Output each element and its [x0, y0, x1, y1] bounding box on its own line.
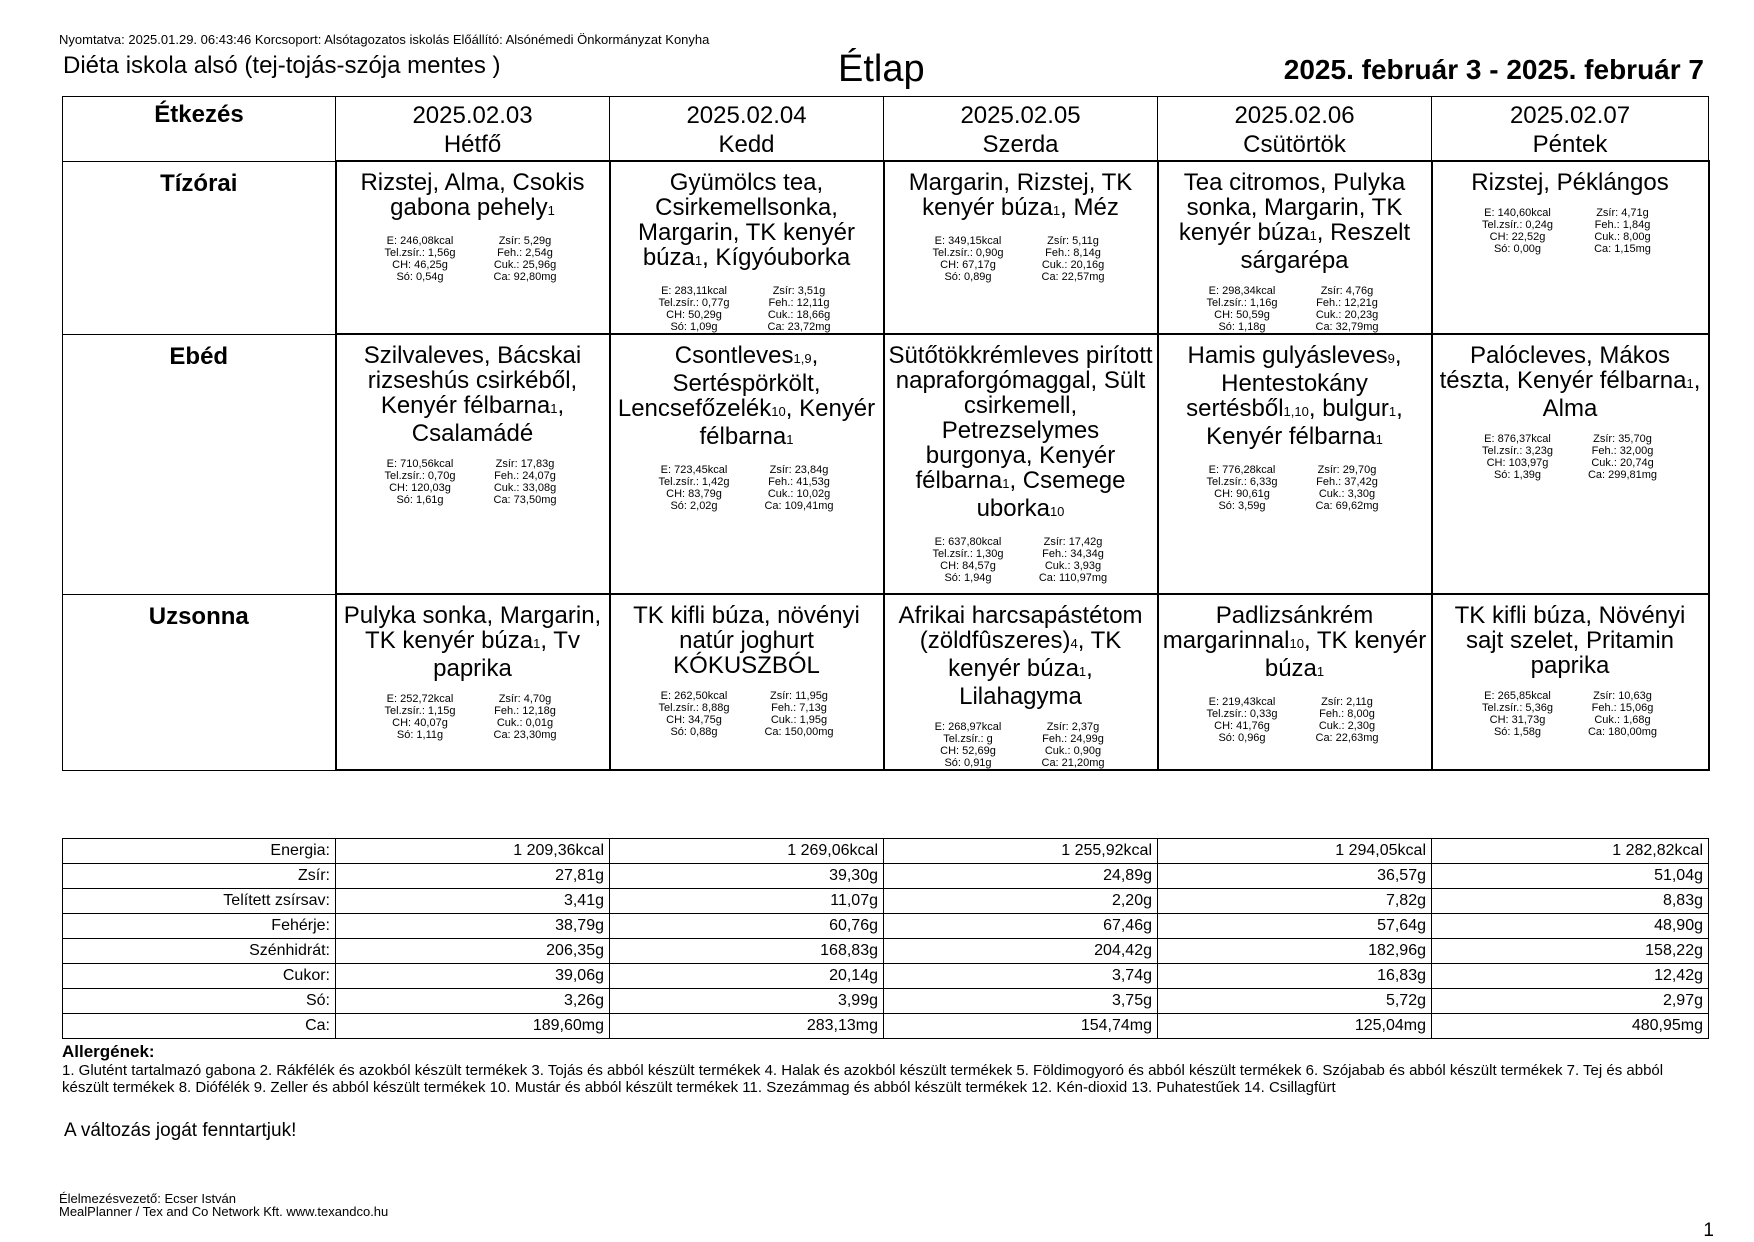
- total-value: 20,14g: [610, 964, 884, 989]
- total-value: 1 255,92kcal: [884, 839, 1158, 864]
- total-value: 60,76g: [610, 914, 884, 939]
- nutrition-info: [642, 464, 852, 512]
- nutrition-value: CH: 50,29g: [666, 309, 722, 321]
- meal-name: Tízórai: [63, 161, 336, 334]
- day-header: 2025.02.03 Hétfő: [336, 97, 610, 162]
- nutrition-value: Ca: 92,80mg: [493, 271, 557, 283]
- nutrition-value: Só: 0,96g: [1218, 732, 1266, 744]
- nutrition-value: Ca: 109,41mg: [764, 500, 834, 512]
- nutrition-value: Zsír: 4,71g: [1596, 207, 1649, 219]
- allergen-code: 1,9: [793, 351, 812, 366]
- total-row: [63, 939, 1709, 964]
- nutrition-value: Ca: 23,72mg: [767, 321, 831, 333]
- nutrition-value: Tel.zsír.: 5,36g: [1482, 702, 1553, 714]
- allergen-code: 1: [1002, 476, 1010, 491]
- nutrition-value: Feh.: 41,53g: [768, 476, 830, 488]
- nutrition-value: CH: 103,97g: [1486, 457, 1549, 469]
- nutrition-value: Feh.: 2,54g: [497, 247, 553, 259]
- nutrition-info: [642, 690, 852, 738]
- allergen-code: 10: [771, 404, 786, 419]
- nutrition-value: Zsír: 10,63g: [1593, 690, 1652, 702]
- total-value: 16,83g: [1158, 964, 1432, 989]
- menu-table: [62, 96, 1710, 771]
- dish-name: , TK kenyér búza: [948, 627, 1122, 682]
- total-value: 206,35g: [336, 939, 610, 964]
- total-value: 27,81g: [336, 864, 610, 889]
- day-header: 2025.02.04 Kedd: [610, 97, 884, 162]
- meal-cell: [336, 334, 610, 594]
- day-header-row: [63, 97, 1709, 162]
- nutrition-value: Ca: 73,50mg: [493, 494, 557, 506]
- meal-cell: [1432, 594, 1709, 770]
- nutrition-value: Ca: 21,20mg: [1041, 757, 1105, 769]
- meal-cell: [610, 594, 884, 770]
- meal-cell: [884, 334, 1158, 594]
- dish-text: [1433, 335, 1708, 427]
- nutrition-value: Zsír: 2,37g: [1046, 721, 1100, 733]
- total-label: Só:: [63, 989, 336, 1014]
- meal-column-header: Étkezés: [63, 97, 336, 162]
- dish-text: [337, 335, 609, 452]
- allergen-code: 1: [547, 203, 555, 218]
- dish-name: Padlizsánkrém margarinnal: [1162, 602, 1374, 654]
- date-range: 2025. február 3 - 2025. február 7: [1283, 54, 1704, 85]
- meal-cell: [1432, 161, 1709, 334]
- dish-name: Szilvaleves, Bácskai rizseshús csirkéből, Kenyér félbarna: [363, 342, 582, 419]
- nutrition-value: Cuk.: 8,00g: [1594, 231, 1651, 243]
- dish-name: Rizstej, Péklángos: [1471, 169, 1669, 196]
- nutrition-value: E: 246,08kcal: [386, 235, 454, 247]
- menu-subtitle: Diéta iskola alsó (tej-tojás-szója mentes ): [63, 52, 501, 79]
- total-value: 11,07g: [610, 889, 884, 914]
- dish-text: [885, 595, 1157, 715]
- dish-text: [337, 595, 609, 687]
- nutrition-value: E: 637,80kcal: [934, 536, 1002, 548]
- allergen-list: 1. Glutént tartalmazó gabona 2. Rákfélék és azokból készült termékek 3. Tojás és abból készült termékek 4. Halak és azokból készült termékek 5. Földimogyoró és abból készült termékek 6. Szójabab és abból készült termékek 7. Tej és abból készült termékek 8. Diófélék 9. Zeller és abból készült termékek 10. Mustár és abból készült termékek 11. Szezámmag és abból készült termékek 12. Kén-dioxid 13. Puhatestűek 14. Csillagfürt: [62, 1062, 1664, 1096]
- meal-cell: [884, 594, 1158, 770]
- nutrition-info: [916, 536, 1126, 584]
- nutrition-info: [1465, 690, 1675, 738]
- dish-name: , Kígyóuborka: [702, 244, 851, 271]
- nutrition-info: [916, 721, 1126, 769]
- total-label: Energia:: [63, 839, 336, 864]
- total-value: 204,42g: [884, 939, 1158, 964]
- dish-text: [1159, 335, 1431, 458]
- nutrition-value: Zsír: 2,11g: [1321, 696, 1373, 708]
- nutrition-value: Tel.zsír.: 0,33g: [1206, 708, 1278, 720]
- nutrition-value: Tel.zsír.: 0,70g: [384, 470, 456, 482]
- total-row: [63, 839, 1709, 864]
- total-value: 39,30g: [610, 864, 884, 889]
- nutrition-value: Cuk.: 25,96g: [493, 259, 557, 271]
- nutrition-value: CH: 41,76g: [1214, 720, 1270, 732]
- nutrition-value: Só: 1,94g: [944, 572, 992, 584]
- dish-name: , Hentestokány sertésből: [1186, 342, 1402, 422]
- dish-text: [885, 162, 1157, 229]
- nutrition-value: Ca: 22,57mg: [1041, 271, 1105, 283]
- nutrition-value: Ca: 22,63mg: [1315, 732, 1379, 744]
- nutrition-value: Zsír: 11,95g: [770, 690, 828, 702]
- nutrition-value: CH: 84,57g: [940, 560, 996, 572]
- dish-name: , Csemege uborka: [976, 467, 1126, 522]
- allergen-code: 9: [1387, 351, 1395, 366]
- total-value: 168,83g: [610, 939, 884, 964]
- total-value: 3,41g: [336, 889, 610, 914]
- nutrition-value: Ca: 69,62mg: [1315, 500, 1379, 512]
- nutrition-value: Zsír: 35,70g: [1593, 433, 1652, 445]
- meal-name: Uzsonna: [63, 594, 336, 770]
- nutrition-value: Feh.: 34,34g: [1042, 548, 1104, 560]
- allergen-code: 1: [1316, 664, 1325, 679]
- nutrition-value: Só: 0,91g: [944, 757, 992, 769]
- nutrition-value: Só: 0,89g: [944, 271, 992, 283]
- nutrition-value: Só: 1,58g: [1493, 726, 1542, 738]
- nutrition-value: Tel.zsír.: 1,15g: [384, 705, 456, 717]
- meal-row: [63, 161, 1709, 334]
- nutrition-value: Cuk.: 20,23g: [1315, 309, 1379, 321]
- nutrition-value: Feh.: 24,07g: [494, 470, 556, 482]
- nutrition-value: CH: 40,07g: [392, 717, 448, 729]
- allergen-code: 1: [533, 636, 541, 651]
- dish-text: [1433, 162, 1708, 201]
- footer-software: MealPlanner / Tex and Co Network Kft. www.texandco.hu: [59, 1204, 389, 1219]
- dish-name: , Kenyér félbarna: [699, 395, 876, 450]
- total-value: 3,74g: [884, 964, 1158, 989]
- allergen-code: 1: [550, 401, 558, 416]
- page-number: 1: [1703, 1220, 1714, 1241]
- total-value: 182,96g: [1158, 939, 1432, 964]
- total-label: Zsír:: [63, 864, 336, 889]
- meal-row: [63, 594, 1709, 770]
- nutrition-value: Cuk.: 1,95g: [770, 714, 828, 726]
- nutrition-value: E: 298,34kcal: [1208, 285, 1276, 297]
- dish-name: , Csalamádé: [411, 392, 565, 447]
- total-value: 189,60mg: [336, 1014, 610, 1039]
- nutrition-info: [1190, 285, 1400, 333]
- dish-name: , bulgur: [1308, 395, 1389, 422]
- meal-cell: [1432, 334, 1709, 594]
- total-value: 158,22g: [1432, 939, 1709, 964]
- total-value: 24,89g: [884, 864, 1158, 889]
- footer: [59, 1192, 388, 1218]
- nutrition-value: CH: 83,79g: [666, 488, 722, 500]
- allergen-code: 10: [1049, 504, 1065, 519]
- nutrition-value: E: 723,45kcal: [660, 464, 728, 476]
- meal-cell: [884, 161, 1158, 334]
- dish-name: , Sertéspörkölt, Lencsefőzelék: [617, 342, 821, 422]
- total-value: 12,42g: [1432, 964, 1709, 989]
- nutrition-value: E: 265,85kcal: [1484, 690, 1551, 702]
- dish-name: TK kifli búza, növényi natúr joghurt KÓKUSZBÓL: [633, 602, 860, 679]
- nutrition-value: Feh.: 8,14g: [1045, 247, 1101, 259]
- nutrition-value: CH: 50,59g: [1214, 309, 1270, 321]
- total-value: 283,13mg: [610, 1014, 884, 1039]
- dish-name: , Tv paprika: [433, 627, 580, 682]
- total-label: Telített zsírsav:: [63, 889, 336, 914]
- nutrition-value: E: 252,72kcal: [386, 693, 454, 705]
- dish-name: Tea citromos, Pulyka sonka, Margarin, TK kenyér búza: [1178, 169, 1406, 246]
- nutrition-value: Feh.: 37,42g: [1316, 476, 1378, 488]
- nutrition-info: [368, 235, 578, 283]
- dish-text: [1159, 595, 1431, 690]
- dish-name: Hamis gulyásleves: [1187, 342, 1388, 369]
- allergen-code: 1: [1052, 203, 1061, 218]
- nutrition-value: Ca: 299,81mg: [1587, 469, 1658, 481]
- nutrition-value: Zsír: 4,70g: [498, 693, 552, 705]
- footer-manager: Élelmezésvezető: Ecser István: [59, 1191, 237, 1206]
- dish-text: [611, 335, 883, 458]
- nutrition-value: Só: 1,61g: [396, 494, 444, 506]
- total-row: [63, 989, 1709, 1014]
- nutrition-info: [1190, 464, 1400, 512]
- nutrition-value: Tel.zsír.: 0,24g: [1482, 219, 1553, 231]
- nutrition-value: Cuk.: 3,30g: [1318, 488, 1376, 500]
- dish-text: [611, 162, 883, 279]
- nutrition-value: Só: 3,59g: [1218, 500, 1266, 512]
- allergen-code: 10: [1289, 636, 1304, 651]
- total-label: Ca:: [63, 1014, 336, 1039]
- print-info: Nyomtatva: 2025.01.29. 06:43:46 Korcsoport: Alsótagozatos iskolás Előállító: Alsónémedi Önkormányzat Konyha: [59, 32, 710, 47]
- total-value: 3,26g: [336, 989, 610, 1014]
- allergen-code: 1: [1388, 404, 1397, 419]
- dish-name: Palócleves, Mákos tészta, Kenyér félbarna: [1439, 342, 1687, 394]
- allergen-code: 1: [694, 253, 703, 268]
- nutrition-value: Feh.: 7,13g: [771, 702, 827, 714]
- nutrition-value: Zsír: 17,83g: [495, 458, 555, 470]
- allergen-code: 1: [786, 432, 794, 447]
- nutrition-value: Feh.: 8,00g: [1319, 708, 1375, 720]
- dish-name: , Lilahagyma: [959, 655, 1093, 710]
- nutrition-value: CH: 46,25g: [392, 259, 448, 271]
- nutrition-value: Zsír: 4,76g: [1320, 285, 1374, 297]
- total-label: Szénhidrát:: [63, 939, 336, 964]
- total-value: 480,95mg: [1432, 1014, 1709, 1039]
- allergen-code: 1: [1686, 376, 1694, 391]
- nutrition-value: Só: 0,54g: [396, 271, 444, 283]
- total-value: 2,97g: [1432, 989, 1709, 1014]
- dish-name: Sütőtökkrémleves pirított napraforgómaggal, Sült csirkemell, Petrezselymes burgonya, Kenyér félbarna: [888, 342, 1153, 494]
- nutrition-value: E: 268,97kcal: [934, 721, 1002, 733]
- nutrition-value: Zsír: 17,42g: [1043, 536, 1103, 548]
- allergen-code: 1: [1309, 228, 1317, 243]
- total-value: 57,64g: [1158, 914, 1432, 939]
- total-value: 2,20g: [884, 889, 1158, 914]
- nutrition-value: E: 262,50kcal: [660, 690, 728, 702]
- day-header: 2025.02.07 Péntek: [1432, 97, 1709, 162]
- dish-name: Afrikai harcsapástétom (zöldfûszeres): [898, 602, 1143, 654]
- dish-name: TK kifli búza, Növényi sajt szelet, Pritamin paprika: [1454, 602, 1686, 679]
- total-value: 154,74mg: [884, 1014, 1158, 1039]
- nutrition-value: Só: 0,88g: [670, 726, 718, 738]
- dish-name: Pulyka sonka, Margarin, TK kenyér búza: [343, 602, 602, 654]
- total-row: [63, 889, 1709, 914]
- nutrition-value: Feh.: 1,84g: [1594, 219, 1651, 231]
- nutrition-info: [916, 235, 1126, 283]
- nutrition-value: Tel.zsír.: 6,33g: [1206, 476, 1278, 488]
- nutrition-value: Tel.zsír.: 3,23g: [1482, 445, 1553, 457]
- nutrition-value: Só: 0,00g: [1493, 243, 1542, 255]
- nutrition-value: E: 349,15kcal: [934, 235, 1002, 247]
- nutrition-value: Ca: 150,00mg: [764, 726, 834, 738]
- total-value: 67,46g: [884, 914, 1158, 939]
- total-value: 39,06g: [336, 964, 610, 989]
- nutrition-value: Só: 1,39g: [1493, 469, 1542, 481]
- nutrition-value: Ca: 110,97mg: [1038, 572, 1108, 584]
- dish-text: [1433, 595, 1708, 684]
- nutrition-value: Zsír: 5,29g: [498, 235, 552, 247]
- nutrition-value: Tel.zsír.: 8,88g: [658, 702, 730, 714]
- total-value: 1 282,82kcal: [1432, 839, 1709, 864]
- dish-text: [611, 595, 883, 684]
- nutrition-info: [368, 693, 578, 741]
- day-header: 2025.02.05 Szerda: [884, 97, 1158, 162]
- allergen-code: 4: [1070, 636, 1078, 651]
- total-value: 36,57g: [1158, 864, 1432, 889]
- dish-name: , Alma: [1542, 367, 1701, 422]
- nutrition-value: Feh.: 12,21g: [1316, 297, 1378, 309]
- nutrition-value: Ca: 1,15mg: [1594, 243, 1651, 255]
- total-value: 1 209,36kcal: [336, 839, 610, 864]
- total-value: 1 269,06kcal: [610, 839, 884, 864]
- nutrition-value: Ca: 23,30mg: [493, 729, 557, 741]
- nutrition-value: E: 283,11kcal: [661, 285, 727, 297]
- total-row: [63, 1014, 1709, 1039]
- nutrition-info: [1190, 696, 1400, 744]
- dish-text: [337, 162, 609, 229]
- nutrition-value: CH: 67,17g: [940, 259, 996, 271]
- nutrition-info: [1465, 207, 1675, 255]
- dish-text: [1159, 162, 1431, 279]
- nutrition-value: CH: 34,75g: [666, 714, 722, 726]
- nutrition-value: Cuk.: 0,01g: [496, 717, 554, 729]
- meal-cell: [1158, 334, 1432, 594]
- nutrition-value: CH: 120,03g: [389, 482, 451, 494]
- total-row: [63, 864, 1709, 889]
- nutrition-value: E: 876,37kcal: [1484, 433, 1551, 445]
- dish-name: , Reszelt sárgarépa: [1240, 219, 1411, 274]
- nutrition-value: Ca: 32,79mg: [1315, 321, 1379, 333]
- nutrition-value: CH: 22,52g: [1489, 231, 1546, 243]
- nutrition-info: [368, 458, 578, 506]
- nutrition-value: Feh.: 12,18g: [494, 705, 556, 717]
- nutrition-value: Cuk.: 1,68g: [1594, 714, 1651, 726]
- total-row: [63, 964, 1709, 989]
- nutrition-value: E: 219,43kcal: [1208, 696, 1276, 708]
- nutrition-value: CH: 90,61g: [1214, 488, 1270, 500]
- nutrition-value: Só: 2,02g: [670, 500, 718, 512]
- nutrition-value: Cuk.: 3,93g: [1044, 560, 1102, 572]
- nutrition-value: Zsír: 29,70g: [1317, 464, 1377, 476]
- meal-cell: [1158, 594, 1432, 770]
- dish-name: Margarin, Rizstej, TK kenyér búza: [908, 169, 1133, 221]
- nutrition-value: CH: 31,73g: [1489, 714, 1546, 726]
- nutrition-value: Cuk.: 20,16g: [1041, 259, 1105, 271]
- nutrition-value: Zsír: 5,11g: [1047, 235, 1099, 247]
- dish-name: Csontleves: [674, 342, 794, 369]
- nutrition-value: Tel.zsír.: 0,90g: [932, 247, 1004, 259]
- dish-name: Gyümölcs tea, Csirkemellsonka, Margarin, TK kenyér búza: [638, 169, 855, 271]
- page-title: Étlap: [838, 48, 925, 90]
- allergen-title: Allergének:: [62, 1042, 155, 1061]
- nutrition-value: Feh.: 32,00g: [1591, 445, 1654, 457]
- nutrition-value: CH: 52,69g: [940, 745, 996, 757]
- nutrition-value: Cuk.: 18,66g: [767, 309, 831, 321]
- meal-cell: [336, 594, 610, 770]
- total-value: 3,99g: [610, 989, 884, 1014]
- nutrition-info: [642, 285, 852, 333]
- nutrition-value: Feh.: 24,99g: [1042, 733, 1104, 745]
- nutrition-value: Tel.zsír.: 1,56g: [384, 247, 456, 259]
- total-value: 48,90g: [1432, 914, 1709, 939]
- nutrition-value: Tel.zsír.: 1,42g: [658, 476, 730, 488]
- nutrition-value: Cuk.: 0,90g: [1044, 745, 1102, 757]
- meal-cell: [610, 161, 884, 334]
- total-label: Cukor:: [63, 964, 336, 989]
- nutrition-value: Só: 1,11g: [396, 729, 444, 741]
- meal-name: Ebéd: [63, 334, 336, 594]
- dish-name: , Kenyér félbarna: [1206, 395, 1403, 450]
- meal-cell: [336, 161, 610, 334]
- daily-totals-table: [62, 838, 1709, 1039]
- nutrition-value: Tel.zsír.: 0,77g: [658, 297, 730, 309]
- total-value: 125,04mg: [1158, 1014, 1432, 1039]
- nutrition-value: Só: 1,18g: [1218, 321, 1266, 333]
- total-value: 3,75g: [884, 989, 1158, 1014]
- nutrition-value: Tel.zsír.: 1,16g: [1206, 297, 1278, 309]
- nutrition-value: Cuk.: 20,74g: [1591, 457, 1654, 469]
- total-value: 7,82g: [1158, 889, 1432, 914]
- total-row: [63, 914, 1709, 939]
- allergen-code: 1: [1078, 664, 1087, 679]
- total-value: 8,83g: [1432, 889, 1709, 914]
- nutrition-value: Tel.zsír.: g: [943, 733, 993, 745]
- nutrition-value: Cuk.: 33,08g: [493, 482, 557, 494]
- nutrition-value: Zsír: 3,51g: [772, 285, 826, 297]
- nutrition-value: Zsír: 23,84g: [769, 464, 829, 476]
- dish-name: Rizstej, Alma, Csokis gabona pehely: [360, 169, 585, 221]
- disclaimer-note: A változás jogát fenntartjuk!: [64, 1120, 297, 1141]
- nutrition-value: Tel.zsír.: 1,30g: [932, 548, 1004, 560]
- dish-name: , Méz: [1060, 194, 1119, 221]
- total-value: 5,72g: [1158, 989, 1432, 1014]
- total-label: Fehérje:: [63, 914, 336, 939]
- nutrition-value: Ca: 180,00mg: [1587, 726, 1658, 738]
- dish-text: [885, 335, 1157, 530]
- nutrition-info: [1465, 433, 1675, 481]
- allergen-code: 1: [1375, 432, 1383, 447]
- total-value: 51,04g: [1432, 864, 1709, 889]
- total-value: 38,79g: [336, 914, 610, 939]
- day-header: 2025.02.06 Csütörtök: [1158, 97, 1432, 162]
- nutrition-value: Só: 1,09g: [670, 321, 718, 333]
- nutrition-value: Feh.: 15,06g: [1591, 702, 1654, 714]
- nutrition-value: E: 140,60kcal: [1484, 207, 1551, 219]
- dish-name: , TK kenyér búza: [1264, 627, 1427, 682]
- nutrition-value: Cuk.: 2,30g: [1318, 720, 1376, 732]
- meal-cell: [610, 334, 884, 594]
- nutrition-value: Cuk.: 10,02g: [767, 488, 831, 500]
- nutrition-value: E: 710,56kcal: [386, 458, 454, 470]
- meal-row: [63, 334, 1709, 594]
- nutrition-value: E: 776,28kcal: [1208, 464, 1276, 476]
- nutrition-value: Feh.: 12,11g: [768, 297, 830, 309]
- allergen-code: 1,10: [1283, 404, 1309, 419]
- total-value: 1 294,05kcal: [1158, 839, 1432, 864]
- meal-cell: [1158, 161, 1432, 334]
